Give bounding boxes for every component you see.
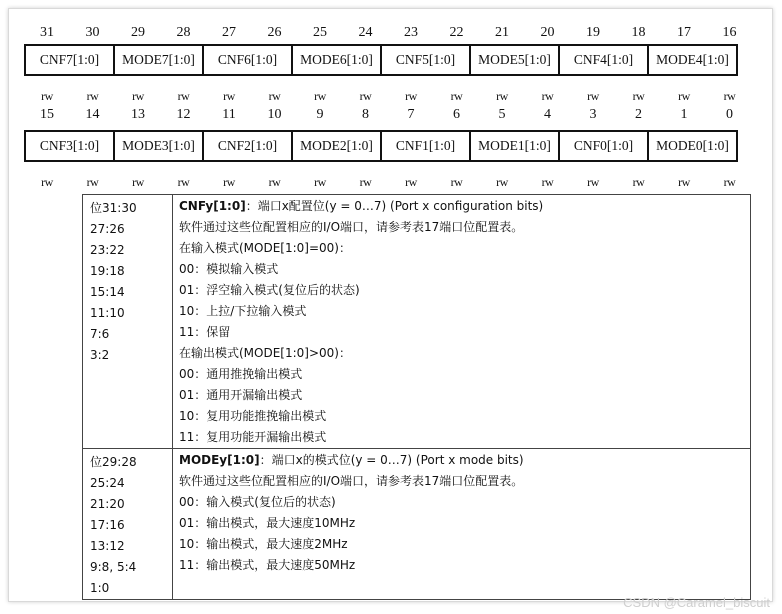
bit-number: 21 <box>495 25 509 40</box>
bit-number: 0 <box>726 107 733 122</box>
access-label: rw <box>359 89 372 103</box>
access-label: rw <box>450 175 463 189</box>
bit-number: 6 <box>453 107 460 122</box>
description-line: 10：上拉/下拉输入模式 <box>179 304 307 318</box>
mode-bits-cell <box>83 449 173 600</box>
cnf-description-row <box>83 195 751 449</box>
field-mode7: MODE7[1:0] <box>113 44 204 76</box>
bit-range: 21:20 <box>90 497 125 511</box>
access-label: rw <box>223 175 235 189</box>
bit-number: 17 <box>677 25 691 40</box>
field-cnf4: CNF4[1:0] <box>558 44 649 76</box>
mode-info-cell <box>173 449 751 600</box>
bit-range: 27:26 <box>90 222 125 236</box>
cnf-heading <box>179 196 750 217</box>
access-label: rw <box>359 175 372 189</box>
bit-number: 31 <box>40 25 54 40</box>
field-cnf7: CNF7[1:0] <box>24 44 115 76</box>
bit-number: 10 <box>267 107 282 122</box>
access-label: rw <box>678 175 690 189</box>
access-label: rw <box>132 175 144 189</box>
cnf-bits-cell <box>83 195 173 449</box>
description-line: 00：模拟输入模式 <box>179 262 279 276</box>
bit-range: 11:10 <box>90 306 125 320</box>
field-name: CNFy[1:0] <box>179 199 246 213</box>
bit-number: 15 <box>40 107 54 122</box>
access-label: rw <box>587 175 599 189</box>
bit-number: 4 <box>544 107 551 122</box>
description-line: 10：输出模式，最大速度2MHz <box>179 537 348 551</box>
field-name: MODEy[1:0] <box>179 453 260 467</box>
description-line: 软件通过这些位配置相应的I/O端口，请参考表17端口位配置表。 <box>179 474 524 488</box>
field-cnf0: CNF0[1:0] <box>558 130 649 162</box>
upper-register-fields <box>24 44 752 76</box>
bit-range: 13:12 <box>90 539 125 553</box>
description-line: 11：保留 <box>179 325 231 339</box>
bit-number: 26 <box>267 25 282 40</box>
bit-range: 17:16 <box>90 518 125 532</box>
access-label: rw <box>496 175 508 189</box>
field-cnf6: CNF6[1:0] <box>202 44 293 76</box>
access-label: rw <box>314 175 326 189</box>
bit-range: 23:22 <box>90 243 125 257</box>
field-cnf2: CNF2[1:0] <box>202 130 293 162</box>
description-line: 11：复用功能开漏输出模式 <box>179 430 327 444</box>
cnf-info-cell <box>173 195 751 449</box>
bit-range: 15:14 <box>90 285 125 299</box>
access-label: rw <box>86 89 99 103</box>
description-line: 10：复用功能推挽输出模式 <box>179 409 327 423</box>
bit-range: 9:8, 5:4 <box>90 560 137 574</box>
bit-number: 12 <box>176 107 191 122</box>
watermark: CSDN @Caramel_biscuit <box>623 595 770 610</box>
access-label: rw <box>405 175 417 189</box>
bit-number: 29 <box>131 25 145 40</box>
field-mode0: MODE0[1:0] <box>647 130 738 162</box>
bit-number: 11 <box>222 107 236 122</box>
bit-number: 28 <box>176 25 191 40</box>
bit-number: 22 <box>449 25 464 40</box>
access-label: rw <box>223 89 235 103</box>
field-mode3: MODE3[1:0] <box>113 130 204 162</box>
field-mode6: MODE6[1:0] <box>291 44 382 76</box>
access-label: rw <box>541 89 554 103</box>
field-cnf1: CNF1[1:0] <box>380 130 471 162</box>
bit-number: 20 <box>540 25 555 40</box>
lower-access-row <box>24 175 752 193</box>
bit-number: 5 <box>498 107 506 122</box>
description-line: 01：浮空输入模式(复位后的状态) <box>179 283 360 297</box>
access-label: rw <box>86 175 99 189</box>
access-label: rw <box>177 89 190 103</box>
bit-number: 19 <box>586 25 600 40</box>
bit-number: 30 <box>85 25 100 40</box>
access-label: rw <box>678 89 690 103</box>
lower-register-fields <box>24 130 752 162</box>
access-label: rw <box>723 175 736 189</box>
access-label: rw <box>450 89 463 103</box>
bit-number: 18 <box>631 25 646 40</box>
bit-number: 1 <box>680 107 688 122</box>
access-label: rw <box>268 89 281 103</box>
access-label: rw <box>177 175 190 189</box>
access-label: rw <box>496 89 508 103</box>
bit-range: 3:2 <box>90 348 110 362</box>
field-title: ：端口x配置位(y = 0…7) (Port x configuration bits) <box>245 199 544 213</box>
field-mode4: MODE4[1:0] <box>647 44 738 76</box>
access-label: rw <box>268 175 281 189</box>
access-label: rw <box>541 175 554 189</box>
bit-number: 9 <box>316 107 324 122</box>
description-line: 01：通用开漏输出模式 <box>179 388 303 402</box>
field-mode1: MODE1[1:0] <box>469 130 560 162</box>
access-label: rw <box>723 89 736 103</box>
access-label: rw <box>632 175 645 189</box>
description-line: 00：输入模式(复位后的状态) <box>179 495 336 509</box>
bit-number: 14 <box>85 107 100 122</box>
bit-number: 25 <box>313 25 327 40</box>
access-label: rw <box>41 175 53 189</box>
upper-bit-number-row <box>24 25 752 43</box>
field-mode5: MODE5[1:0] <box>469 44 560 76</box>
description-line: 01：输出模式，最大速度10MHz <box>179 516 356 530</box>
field-mode2: MODE2[1:0] <box>291 130 382 162</box>
bit-number: 2 <box>635 107 642 122</box>
access-label: rw <box>405 89 417 103</box>
access-label: rw <box>132 89 144 103</box>
bit-range: 19:18 <box>90 264 125 278</box>
access-label: rw <box>314 89 326 103</box>
bit-description-table <box>82 194 751 600</box>
field-cnf5: CNF5[1:0] <box>380 44 471 76</box>
bit-range: 25:24 <box>90 476 125 490</box>
description-line: 在输出模式(MODE[1:0]>00)： <box>179 346 351 360</box>
field-cnf3: CNF3[1:0] <box>24 130 115 162</box>
bit-range: 位31:30 <box>90 201 137 215</box>
bit-range: 7:6 <box>90 327 110 341</box>
description-line: 软件通过这些位配置相应的I/O端口，请参考表17端口位配置表。 <box>179 220 524 234</box>
access-label: rw <box>632 89 645 103</box>
mode-heading <box>179 450 750 471</box>
bit-range: 1:0 <box>90 581 110 595</box>
bit-number: 8 <box>362 107 369 122</box>
description-line: 11：输出模式，最大速度50MHz <box>179 558 356 572</box>
bit-number: 23 <box>404 25 418 40</box>
description-line: 00：通用推挽输出模式 <box>179 367 303 381</box>
lower-bit-number-row <box>24 107 752 125</box>
access-label: rw <box>41 89 53 103</box>
bit-number: 13 <box>131 107 145 122</box>
bit-number: 7 <box>407 107 415 122</box>
bit-number: 16 <box>722 25 737 40</box>
bit-number: 3 <box>589 107 597 122</box>
field-title: ：端口x的模式位(y = 0…7) (Port x mode bits) <box>259 453 524 467</box>
mode-description-row <box>83 449 751 600</box>
description-line: 在输入模式(MODE[1:0]=00)： <box>179 241 351 255</box>
access-label: rw <box>587 89 599 103</box>
bit-number: 27 <box>222 25 236 40</box>
bit-number: 24 <box>358 25 373 40</box>
upper-access-row <box>24 89 752 107</box>
bit-range: 位29:28 <box>90 455 137 469</box>
